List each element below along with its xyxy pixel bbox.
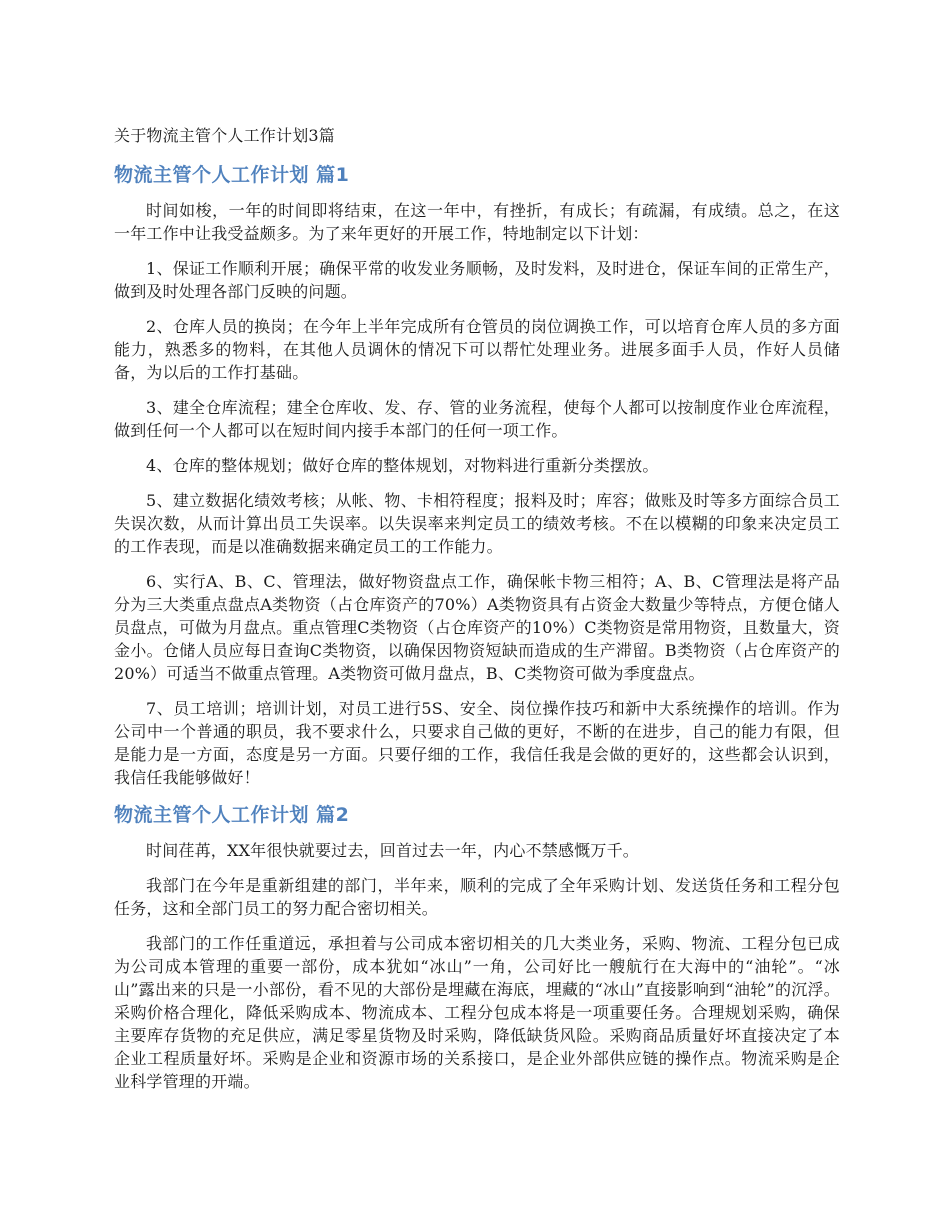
paragraph: 2、仓库人员的换岗；在今年上半年完成所有仓管员的岗位调换工作，可以培育仓库人员的多方面能力，熟悉多的物料，在其他人员调休的情况下可以帮忙处理业务。进展多面手人员，作好人员储备，为以后的工作打基础。: [114, 317, 840, 382]
document-title: 关于物流主管个人工作计划3篇: [114, 126, 335, 145]
paragraph: 3、建全仓库流程；建全仓库收、发、存、管的业务流程，使每个人都可以按制度作业仓库流程，做到任何一个人都可以在短时间内接手本部门的任何一项工作。: [114, 398, 840, 440]
paragraph: 时间荏苒，XX年很快就要过去，回首过去一年，内心不禁感慨万千。: [146, 841, 639, 860]
paragraph: 我部门在今年是重新组建的部门，半年来，顺利的完成了全年采购计划、发送货任务和工程分包任务，这和全部门员工的努力配合密切相关。: [114, 876, 840, 918]
paragraph: 6、实行A、B、C、管理法，做好物资盘点工作，确保帐卡物三相符；A、B、C管理法是将产品分为三大类重点盘点A类物资（占仓库资产的70%）A类物资具有占资金大数量少等特点，方便仓储人员盘点，可做为月盘点。重点管理C类物资（占仓库资产的10%）C类物资是常用物资，且数量大，资金小。仓储人员应每日查询C类物资，以确保因物资短缺而造成的生产滞留。B类物资（占仓库资产的20%）可适当不做重点管理。A类物资可做月盘点，B、C类物资可做为季度盘点。: [114, 572, 840, 683]
paragraph: 1、保证工作顺利开展；确保平常的收发业务顺畅，及时发料，及时进仓，保证车间的正常生产，做到及时处理各部门反映的问题。: [114, 259, 840, 301]
document-body: [114, 124, 840, 1105]
paragraph: 5、建立数据化绩效考核；从帐、物、卡相符程度；报料及时；库容；做账及时等多方面综合员工失误次数，从而计算出员工失误率。以失误率来判定员工的绩效考核。不在以模糊的印象来决定员工的工作表现，而是以准确数据来确定员工的工作能力。: [114, 491, 840, 556]
paragraph: 7、员工培训；培训计划，对员工进行5S、安全、岗位操作技巧和新中大系统操作的培训。作为公司中一个普通的职员，我不要求什么，只要求自己做的更好，不断的在进步，自己的能力有限，但是能力是一方面，态度是另一方面。只要仔细的工作，我信任我是会做的更好的，这些都会认识到，我信任我能够做好！: [114, 699, 840, 787]
section-heading: 物流主管个人工作计划 篇1: [114, 164, 350, 186]
section-heading: 物流主管个人工作计划 篇2: [114, 804, 350, 826]
section-2: [114, 801, 840, 1093]
paragraph: 我部门的工作任重道远，承担着与公司成本密切相关的几大类业务，采购、物流、工程分包已成为公司成本管理的重要一部份，成本犹如“冰山”一角，公司好比一艘航行在大海中的“油轮”。“冰山”露出来的只是一小部份，看不见的大部份是埋藏在海底，埋藏的“冰山”直接影响到“油轮”的沉浮。采购价格合理化，降低采购成本、物流成本、工程分包成本将是一项重要任务。合理规划采购，确保主要库存货物的充足供应，满足零星货物及时采购，降低缺货风险。采购商品质量好坏直接决定了本企业工程质量好坏。采购是企业和资源市场的关系接口，是企业外部供应链的操作点。物流采购是企业科学管理的开端。: [114, 934, 840, 1091]
section-1: [114, 161, 840, 789]
paragraph: 4、仓库的整体规划；做好仓库的整体规划，对物料进行重新分类摆放。: [146, 456, 659, 475]
paragraph: 时间如梭，一年的时间即将结束，在这一年中，有挫折，有成长；有疏漏，有成绩。总之，在这一年工作中让我受益颇多。为了来年更好的开展工作，特地制定以下计划：: [114, 201, 840, 243]
